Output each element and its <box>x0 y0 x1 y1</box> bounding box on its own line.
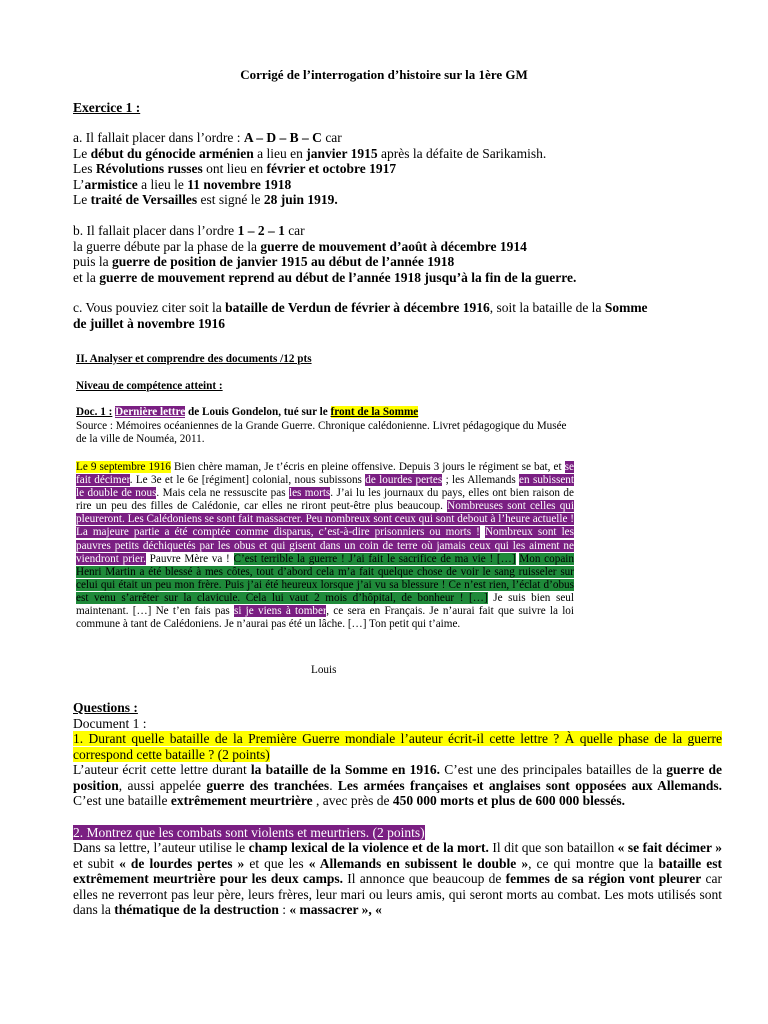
letter-segment: si je viens à tomber <box>234 605 327 618</box>
page-title: Corrigé de l’interrogation d’histoire sur la 1ère GM <box>240 67 528 82</box>
exercise-b-intro: b. Il fallait placer dans l’ordre 1 – 2 – 1 car <box>73 223 305 238</box>
letter-segment: se fait décimer <box>76 461 574 487</box>
exercise-c-text: c. Vous pouviez citer soit la bataille de Verdun de février à décembre 1916, soit la bataille de la Somme de juillet à novembre 1916 <box>73 300 648 331</box>
competence-level: Niveau de compétence atteint : <box>76 380 223 392</box>
letter-segment: les morts <box>288 487 331 500</box>
document-label: Document 1 : <box>73 715 147 731</box>
answer-2: Dans sa lettre, l’auteur utilise le champ lexical de la violence et de la mort. Il dit que son bataillon « se fait décimer » et subit « de lourdes pertes » et que les « Allemands en subissent le double », ce qui montre que la bataille est extrêmement meurtrière pour les deux camps. Il annonce que beaucoup de femmes de sa région vont pleurer car elles ne reverront pas leur père, leurs frères, leur mari ou leurs amis, qui seront morts au combat. Les mots utilisés sont dans la thématique de la destruction : « massacrer », « <box>73 840 723 917</box>
questions-block <box>73 700 722 918</box>
exercise-a-intro: a. Il fallait placer dans l’ordre : A – D – B – C car <box>73 130 342 145</box>
letter-text <box>76 461 574 631</box>
letter-segment: Nombreux sont les pauvres petits déchiquetés par les obus et qui gisent dans un coin de terre où jamais ceux qui les aiment ne viendront prier. <box>76 526 575 565</box>
exercise-a-line: Le traité de Versailles est signé le 28 juin 1919. <box>73 192 338 207</box>
exercise-b-line: et la guerre de mouvement reprend au début de l’année 1918 jusqu’à la fin de la guerre. <box>73 269 577 285</box>
letter-segment: Mon copain Henri Martin a été blessé à mes côtes, tout d’abord cela m’a fait quelque chose de voir le sang ruisseler sur celui qui était un peu mon frère. Puis j’ai été heureux lorsque j’ai vu sa blessure ! Ce n’est rien, l’éclat d’obus est venu s’arrêter sur la clavicule. Cela lui vaut 2 mois d’hôpital, de bonheur ! […] <box>76 552 574 604</box>
letter-segment: en subissent le double de nous <box>76 474 574 500</box>
letter-segment: Bien chère maman, Je t’écris en pleine offensive. Depuis 3 jours le régiment se bat, et <box>170 461 565 473</box>
letter-segment: Nombreuses sont celles qui pleureront. Les Calédoniens se sont fait massacrer. Peu nombreux sont ceux qui sont debout à l’heure actuelle ! La majeure partie a été comptée comme disparus, c’est-à-dire prisonniers ou morts ! <box>76 500 575 539</box>
exercise-a-line: L’armistice a lieu le 11 novembre 1918 <box>73 176 292 192</box>
doc-source: Source : Mémoires océaniennes de la Grande Guerre. Chronique calédonienne. Livret pédagogique du Musée de la ville de Nouméa, 2011. <box>76 420 567 446</box>
letter-segment: . Le 3e et le 6e [régiment] colonial, nous subissons <box>129 474 366 487</box>
question-1: 1. Durant quelle bataille de la Première Guerre mondiale l’auteur écrit-il cette lettre ? À quelle phase de la guerre correspond cette bataille ? (2 points) <box>73 731 722 762</box>
letter-segment: . Mais cela ne ressuscite pas <box>156 487 289 500</box>
exercise-a-line: Les Révolutions russes ont lieu en février et octobre 1917 <box>73 161 397 176</box>
document-section-title: II. Analyser et comprendre des documents /12 pts <box>76 353 312 365</box>
exercise-b-line: la guerre débute par la phase de la guerre de mouvement d’août à décembre 1914 <box>73 238 527 254</box>
exercise-a <box>73 130 705 208</box>
letter-segment: de lourdes pertes <box>365 474 443 487</box>
exercise-a-line: Le début du génocide arménien a lieu en janvier 1915 après la défaite de Sarikamish. <box>73 145 547 161</box>
exercise-b <box>73 223 705 285</box>
letter-segment: C’est terrible la guerre ! J’ai fait le sacrifice de ma vie ! […] <box>233 552 516 565</box>
letter-segment: Le 9 septembre 1916 <box>76 461 171 473</box>
letter-segment: , ce sera en Français. Je n’aurai fait que suivre la loi commune à tant de Calédoniens. Je n’aurai pas été un lâche. […] Ton petit qui t’aime. <box>76 605 575 631</box>
question-2: 2. Montrez que les combats sont violents et meurtriers. (2 points) <box>73 824 425 840</box>
exercise-c <box>73 300 705 331</box>
letter-segment: Pauvre Mère va ! <box>145 552 234 565</box>
letter-segment: ; les Allemands <box>442 474 520 487</box>
letter-segment: Je suis bien seul maintenant. […] Ne t’en fais pas <box>76 591 574 618</box>
letter-segment: . J’ai lu les journaux du pays, elles ont bien raison de rire un peu des filles de Calédonie, car elles ne riront peut-être plus beaucoup. <box>76 487 574 513</box>
exercise-b-line: puis la guerre de position de janvier 1915 au début de l’année 1918 <box>73 254 455 269</box>
letter-signature: Louis <box>311 664 337 676</box>
questions-heading: Questions : <box>73 700 138 715</box>
answer-1: L’auteur écrit cette lettre durant la bataille de la Somme en 1916. C’est une des principales batailles de la guerre de position, aussi appelée guerre des tranchées. Les armées françaises et anglaises sont opposées aux Allemands. C’est une bataille extrêmement meurtrière , avec près de 450 000 morts et plus de 600 000 blessés. <box>73 762 723 808</box>
doc-title: Doc. 1 : Dernière lettre de Louis Gondelon, tué sur le front de la Somme <box>76 406 419 418</box>
exercise-heading: Exercice 1 : <box>73 100 141 115</box>
